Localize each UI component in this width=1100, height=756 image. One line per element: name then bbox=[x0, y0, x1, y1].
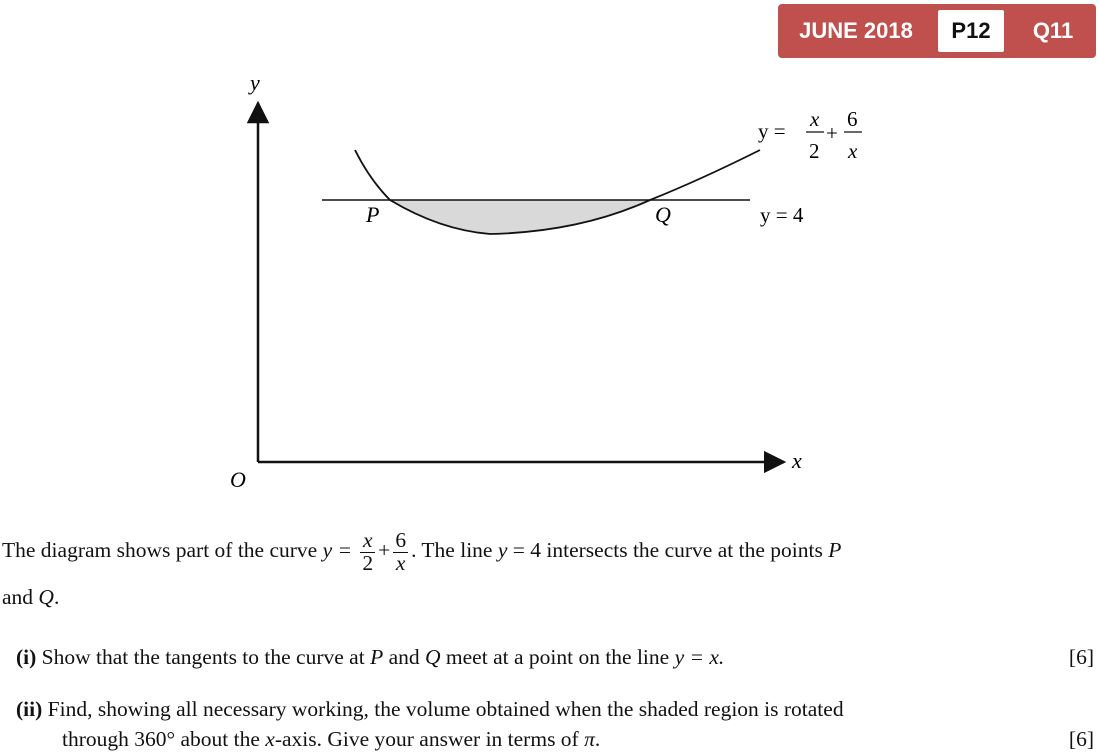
point-p-label: P bbox=[366, 202, 380, 227]
part-ii-label: (ii) bbox=[16, 697, 43, 721]
part-ii-line2: through 360° about the x-axis. Give your answer in terms of π. bbox=[62, 727, 601, 751]
question-badge bbox=[778, 4, 1096, 58]
badge-question: Q11 bbox=[1032, 18, 1074, 43]
part-ii-marks: [6] bbox=[1068, 727, 1094, 751]
line-label: y = 4 bbox=[760, 203, 804, 227]
y-axis-label: y bbox=[250, 70, 260, 95]
part-i-marks: [6] bbox=[1068, 645, 1094, 669]
svg-text:y =: y = bbox=[758, 119, 786, 143]
x-axis-label: x bbox=[792, 448, 802, 473]
badge-session: JUNE 2018 bbox=[799, 18, 913, 43]
svg-text:x: x bbox=[848, 139, 858, 163]
curve-diagram bbox=[0, 60, 1100, 500]
part-ii-line1: (ii) Find, showing all necessary working, the volume obtained when the shaded region is rotated bbox=[16, 697, 844, 721]
shaded-region bbox=[390, 200, 650, 234]
svg-text:+: + bbox=[826, 121, 838, 145]
part-i-label: (i) bbox=[16, 645, 37, 669]
point-q-label: Q bbox=[655, 202, 671, 227]
part-i: (i) Show that the tangents to the curve at P and Q meet at a point on the line y = x. bbox=[16, 645, 725, 669]
svg-text:x: x bbox=[810, 107, 820, 131]
question-intro-cont: and Q. bbox=[2, 585, 60, 609]
svg-text:6: 6 bbox=[847, 107, 858, 131]
question-intro: The diagram shows part of the curve y = $\frac{x}{2}$ + $\frac{6}{x}$ . The line y = 4 intersects the curve at the points P bbox=[2, 528, 842, 575]
badge-paper: P12 bbox=[938, 10, 1004, 52]
fraction-6-over-x: $\frac{6}{x}$ bbox=[395, 528, 407, 575]
origin-label: O bbox=[230, 467, 246, 492]
fraction-x-over-2: $\frac{x}{2}$ bbox=[362, 528, 374, 575]
svg-text:2: 2 bbox=[809, 139, 820, 163]
curve-equation-label bbox=[758, 107, 862, 163]
